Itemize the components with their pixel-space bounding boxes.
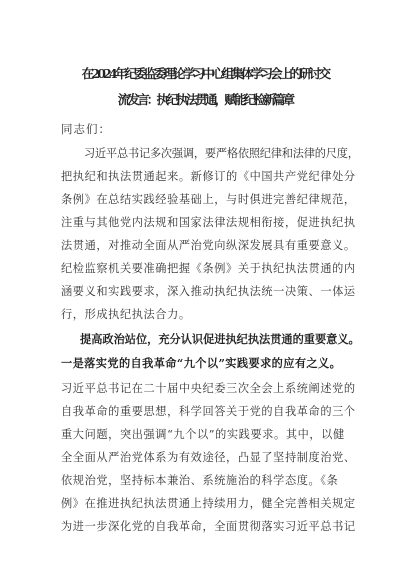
salutation: 同志们： <box>61 122 111 136</box>
paragraph-2-line: 全全面从严治党体系为有效途径，凸显了坚持制度治党、 <box>61 451 356 464</box>
paragraph-1-line: 涵要义和实践要求，深入推动执纪执法统一决策、一体运 <box>61 285 356 298</box>
paragraph-2-line: 例》在推进执纪执法贯通上持续用力，健全完善相关规定 <box>61 497 356 510</box>
paragraph-1-line: 纪检监察机关要准确把握《条例》关于执纪执法贯通的内 <box>61 262 356 275</box>
document-title-line-1: 在2024年纪委监委理论学习中心组集体学习会上的研讨交 <box>81 66 329 81</box>
paragraph-2-line: 习近平总书记在二十届中央纪委三次全会上系统阐述党的 <box>61 382 356 395</box>
paragraph-1-line: 条例》在总结实践经验基础上，与时俱进完善纪律规范， <box>61 193 356 206</box>
paragraph-2-line: 重大问题，突出强调“九个以”的实践要求。其中，以健 <box>61 428 345 441</box>
document-title-line-2: 流发言：执纪执法贯通，赋能纪检新篇章 <box>117 92 293 107</box>
subsection-heading: 一是落实党的自我革命“九个以”实践要求的应有之义。 <box>61 356 342 370</box>
paragraph-1-line: 把执纪和执法贯通起来。新修订的《中国共产党纪律处分 <box>61 170 356 183</box>
paragraph-2-line: 依规治党，坚持标本兼治、系统施治的科学态度。《条 <box>61 474 339 487</box>
paragraph-2-line: 自我革命的重要思想，科学回答关于党的自我革命的三个 <box>61 405 356 418</box>
paragraph-1-line: 行，形成执纪执法合力。 <box>61 308 191 321</box>
paragraph-1-line: 注重与其他党内法规和国家法律法规相衔接，促进执纪执 <box>61 216 356 229</box>
paragraph-1-line: 习近平总书记多次强调，要严格依照纪律和法律的尺度， <box>84 147 359 160</box>
section-heading: 提高政治站位，充分认识促进执纪执法贯通的重要意义。 <box>80 332 360 346</box>
paragraph-2-line: 为进一步深化党的自我革命，全面贯彻落实习近平总书记 <box>61 520 356 533</box>
paragraph-1-line: 法贯通，对推动全面从严治党向纵深发展具有重要意义。 <box>61 239 356 252</box>
